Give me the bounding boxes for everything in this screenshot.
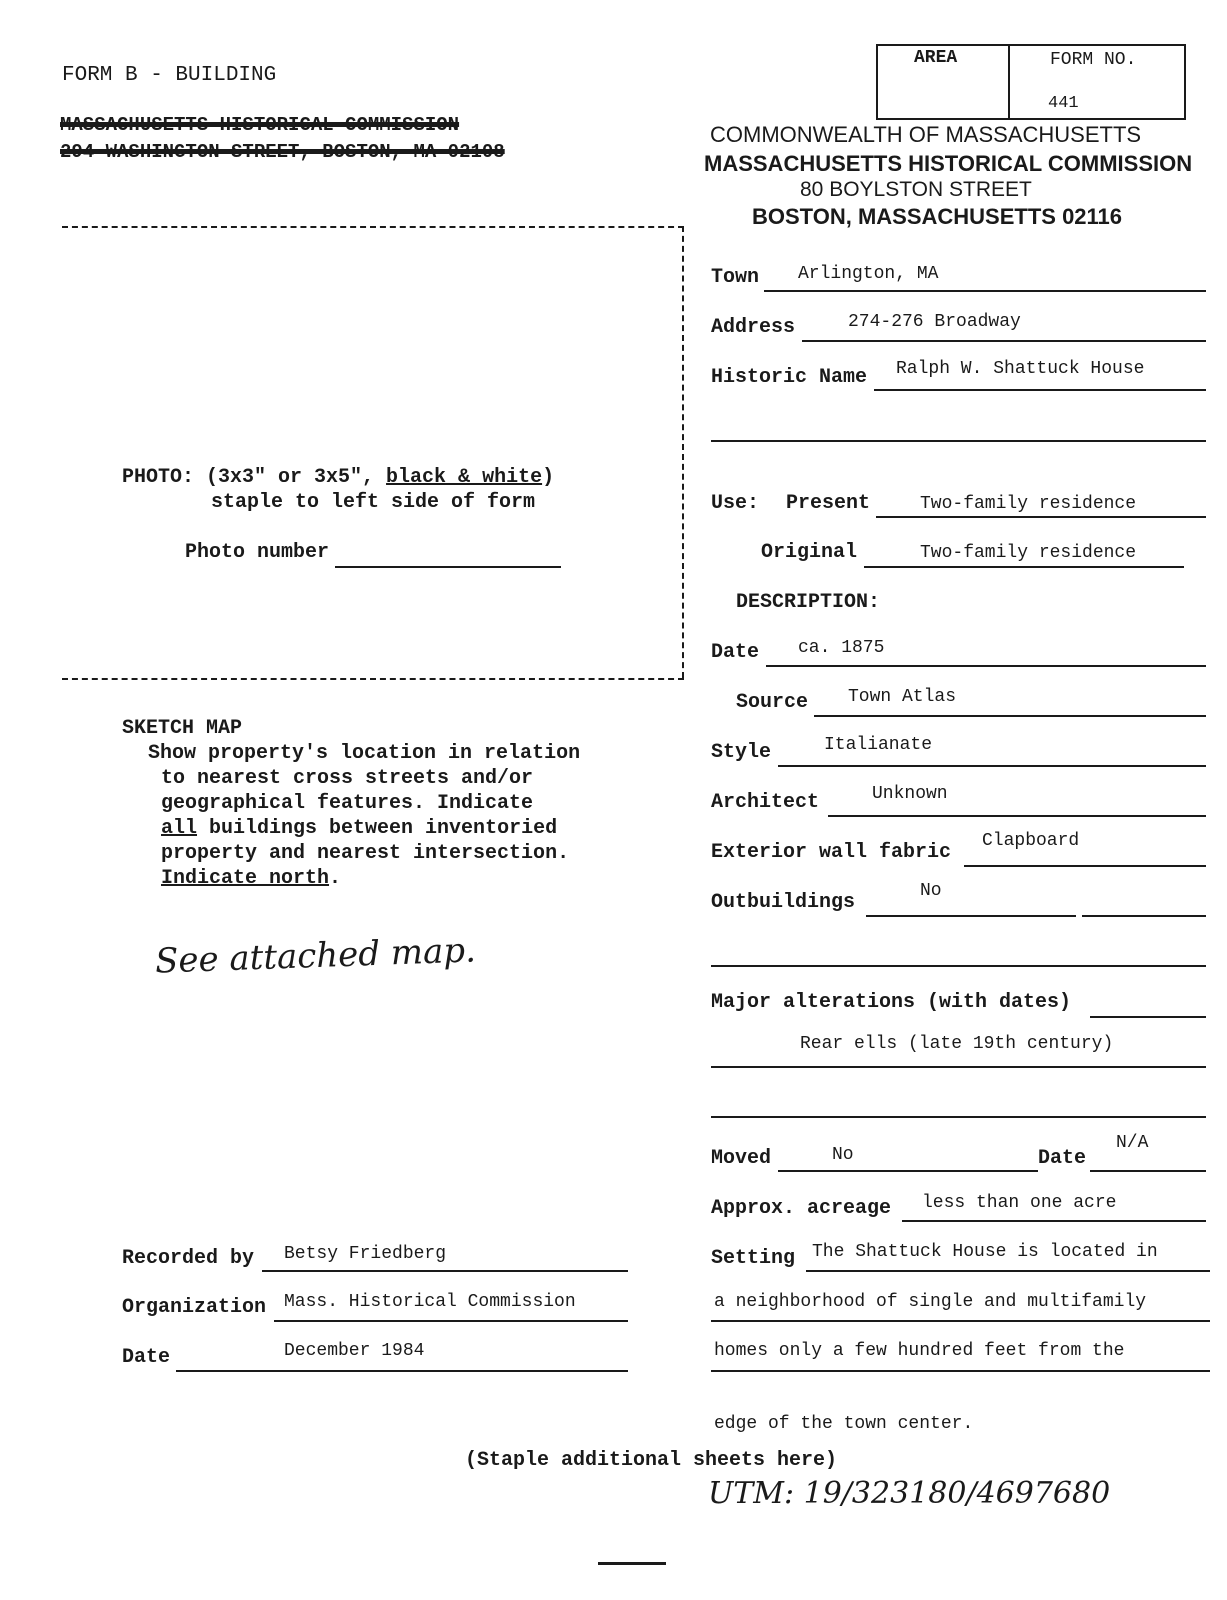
style-value[interactable]: Italianate [824,735,933,755]
source-label: Source [736,691,809,714]
struck-address-line-2: 294 WASHINGTON STREET, BOSTON, MA 02108 [60,141,505,163]
wall-fabric-value[interactable]: Clapboard [982,831,1080,851]
source-value[interactable]: Town Atlas [848,687,957,707]
alterations-line-3 [711,1116,1206,1118]
sketch-instructions-line-6: Indicate north. [161,867,342,890]
photo-number-label: Photo number [185,541,330,564]
date-value[interactable]: ca. 1875 [798,638,885,658]
setting-line-3[interactable]: homes only a few hundred feet from the [714,1341,1125,1361]
recorded-by-label: Recorded by [122,1247,255,1270]
recorded-by-value[interactable]: Betsy Friedberg [284,1244,447,1264]
town-value[interactable]: Arlington, MA [798,264,939,284]
stamp-line-3: 80 BOYLSTON STREET [800,178,1032,201]
use-label: Use: [711,492,760,515]
stamp-line-4: BOSTON, MASSACHUSETTS 02116 [752,204,1123,229]
date-label: Date [711,641,760,664]
outbuildings-line [866,915,1076,917]
handwritten-map-note: See attached map. [154,930,477,982]
alterations-label: Major alterations (with dates) [711,991,1072,1014]
moved-date-label: Date [1038,1147,1087,1170]
area-formno-box [876,44,1186,120]
town-line [764,290,1206,292]
acreage-line [902,1220,1206,1222]
present-label: Present [786,492,871,515]
original-use-value[interactable]: Two-family residence [920,543,1137,563]
description-heading: DESCRIPTION: [736,591,881,614]
style-line [778,765,1206,767]
architect-line [828,815,1206,817]
setting-line-2[interactable]: a neighborhood of single and multifamily [714,1292,1147,1312]
sketch-instructions-line-3: geographical features. Indicate [161,792,534,815]
alterations-value[interactable]: Rear ells (late 19th century) [800,1034,1114,1054]
alterations-line [1090,1016,1206,1018]
acreage-label: Approx. acreage [711,1197,892,1220]
photo-box-bottom-border [62,678,684,680]
bottom-mark [598,1562,666,1565]
address-value[interactable]: 274-276 Broadway [848,312,1021,332]
wall-fabric-label: Exterior wall fabric [711,841,952,864]
historic-name-value[interactable]: Ralph W. Shattuck House [896,359,1145,379]
setting-line-4[interactable]: edge of the town center. [714,1414,974,1434]
address-line [802,340,1206,342]
photo-instructions-line-2: staple to left side of form [211,491,536,514]
historic-name-line-2 [711,440,1206,442]
organization-label: Organization [122,1296,267,1319]
setting-underline-2 [711,1320,1210,1322]
area-label: AREA [914,48,958,68]
sketch-instructions-line-4: all buildings between inventoried [161,817,558,840]
architect-value[interactable]: Unknown [872,784,948,804]
outbuildings-label: Outbuildings [711,891,856,914]
stamp-line-2: MASSACHUSETTS HISTORICAL COMMISSION [704,151,1193,176]
source-line [814,715,1206,717]
acreage-value[interactable]: less than one acre [922,1193,1117,1213]
original-use-line [864,566,1184,568]
present-use-line [876,516,1206,518]
outbuildings-line-2 [711,965,1206,967]
photo-instructions-line-1: PHOTO: (3x3" or 3x5", black & white) [122,466,555,489]
moved-date-value[interactable]: N/A [1116,1133,1149,1153]
moved-date-line [1090,1170,1206,1172]
photo-number-field[interactable] [335,566,561,568]
setting-underline-1 [806,1270,1210,1272]
sketch-instructions-line-2: to nearest cross streets and/or [161,767,534,790]
form-no-value: 441 [1048,94,1079,113]
date-line [766,665,1206,667]
stamp-line-1: COMMONWEALTH OF MASSACHUSETTS [710,122,1142,147]
struck-address-line-1: MASSACHUSETTS HISTORICAL COMMISSION [60,114,460,136]
wall-fabric-line [964,865,1206,867]
recorded-by-line [262,1270,628,1272]
moved-value[interactable]: No [832,1145,854,1165]
outbuildings-value[interactable]: No [920,881,942,901]
setting-line-1[interactable]: The Shattuck House is located in [812,1242,1158,1262]
record-date-label: Date [122,1346,171,1369]
form-no-label: FORM NO. [1050,50,1137,70]
setting-underline-3 [711,1370,1210,1372]
alterations-line-2 [711,1066,1206,1068]
form-title: FORM B - BUILDING [62,64,277,87]
record-date-line [176,1370,628,1372]
staple-note: (Staple additional sheets here) [465,1449,838,1472]
historic-name-line [874,389,1206,391]
sketch-instructions-line-1: Show property's location in relation [148,742,581,765]
organization-line [274,1320,628,1322]
address-label: Address [711,316,796,339]
present-use-value[interactable]: Two-family residence [920,494,1137,514]
historic-name-label: Historic Name [711,366,868,389]
outbuildings-line-b [1082,915,1206,917]
utm-handwritten: UTM: 19/323180/4697680 [708,1476,1111,1511]
town-label: Town [711,266,760,289]
style-label: Style [711,741,772,764]
moved-line [778,1170,1038,1172]
original-label: Original [761,541,858,564]
record-date-value[interactable]: December 1984 [284,1341,425,1361]
photo-box-top-border [62,226,684,228]
sketch-instructions-line-5: property and nearest intersection. [161,842,570,865]
sketch-map-title: SKETCH MAP [122,717,243,740]
setting-label: Setting [711,1247,796,1270]
organization-value[interactable]: Mass. Historical Commission [284,1292,576,1312]
moved-label: Moved [711,1147,772,1170]
photo-box-right-border [682,226,684,678]
architect-label: Architect [711,791,820,814]
